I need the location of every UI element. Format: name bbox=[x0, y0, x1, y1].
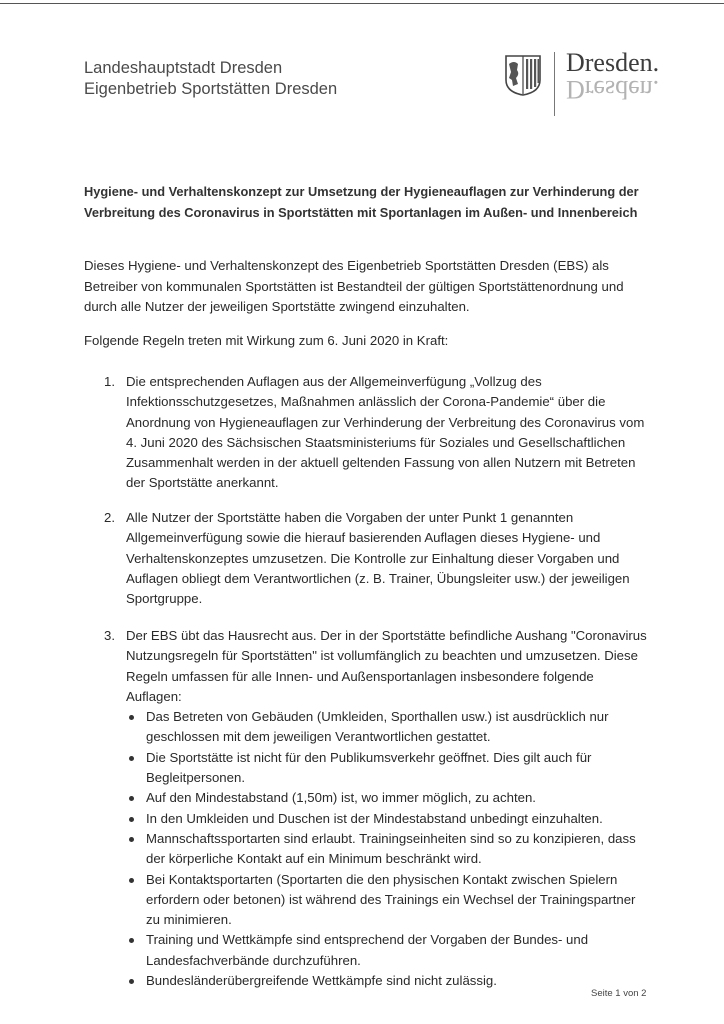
list-item bbox=[126, 748, 650, 789]
bullet-text: In den Umkleiden und Duschen ist der Mindestabstand unbedingt einzuhalten. bbox=[146, 810, 603, 826]
organization-header bbox=[84, 58, 337, 100]
list-item bbox=[126, 809, 650, 829]
intro-paragraph: Dieses Hygiene- und Verhaltenskonzept des Eigenbetrieb Sportstätten Dresden (EBS) als Betreiber von kommunalen Sportstätten ist Bestandteil der gültigen Sportstättenordnung und durch alle Nutzer der jeweiligen Sportstätte zwingend einzuhalten. bbox=[84, 258, 624, 314]
bullet-text: Bundesländerübergreifende Wettkämpfe sind nicht zulässig. bbox=[146, 973, 497, 989]
dresden-logo bbox=[500, 50, 668, 120]
bullet-text: Bei Kontaktsportarten (Sportarten die den physischen Kontakt zwischen Spielern erfordern oder betonen) ist während des Trainings ein Wechsel der Trainingspartner zu minimieren. bbox=[146, 871, 636, 928]
bullet-text: Mannschaftssportarten sind erlaubt. Trainingseinheiten sind so zu konzipieren, dass der körperliche Kontakt auf ein Minimum beschränkt wird. bbox=[146, 830, 636, 867]
list-item bbox=[126, 788, 650, 808]
list-item bbox=[126, 829, 650, 870]
org-name-city: Landeshauptstadt Dresden bbox=[84, 59, 283, 77]
effective-date-statement: Folgende Regeln treten mit Wirkung zum 6. Juni 2020 in Kraft: bbox=[84, 333, 449, 348]
bullet-icon bbox=[129, 837, 134, 842]
bullet-icon bbox=[129, 938, 134, 943]
list-item bbox=[126, 971, 650, 991]
bullet-icon bbox=[129, 878, 134, 883]
rule-number: 2. bbox=[104, 510, 115, 525]
rule-text: Der EBS übt das Hausrecht aus. Der in der Sportstätte befindliche Aushang "Coronavirus Nutzungsregeln für Sportstätten" ist vollumfänglich zu beachten und umzusetzen. Diese Regeln umfassen für alle Innen- und Außensportanlagen insbesondere folgende Auflagen: bbox=[126, 628, 647, 704]
rule-number: 1. bbox=[104, 374, 115, 389]
page-number: Seite 1 von 2 bbox=[591, 988, 647, 999]
bullet-icon bbox=[129, 817, 134, 822]
logo-divider bbox=[554, 52, 555, 116]
document-title: Hygiene- und Verhaltenskonzept zur Umsetzung der Hygieneauflagen zur Verhinderung der Verbreitung des Coronavirus in Sportstätten mit Sportanlagen im Außen- und Innenbereich bbox=[84, 184, 639, 220]
dresden-crest-icon bbox=[504, 54, 542, 96]
rule-text: Alle Nutzer der Sportstätte haben die Vorgaben der unter Punkt 1 genannten Allgemeinverfügung sowie die hierauf basierenden Auflagen dieses Hygiene- und Verhaltenskonzeptes umzusetzen. Die Kontrolle zur Einhaltung dieser Vorgaben und Auflagen obliegt dem Verantwortlichen (z. B. Trainer, Übungsleiter usw.) der jeweiligen Sportgruppe. bbox=[126, 510, 630, 607]
rule-bullet-list bbox=[126, 707, 650, 991]
rule-text: Die entsprechenden Auflagen aus der Allgemeinverfügung „Vollzug des Infektionsschutzgesetzes, Maßnahmen anlässlich der Corona-Pandemie“ über die Anordnung von Hygieneauflagen zur Verhinderung der Verbreitung des Coronavirus vom 4. Juni 2020 des Sächsischen Staatsministeriums für Soziales und Gesellschaftlichen Zusammenhalt werden in der aktuell geltenden Fassung von allen Nutzern mit Betreten der Sportstätte anerkannt. bbox=[126, 374, 645, 491]
bullet-icon bbox=[129, 796, 134, 801]
logo-wordmark: Dresden. bbox=[566, 48, 660, 77]
rule-content bbox=[126, 626, 650, 991]
list-item bbox=[126, 930, 650, 971]
bullet-icon bbox=[129, 756, 134, 761]
list-item bbox=[126, 870, 650, 931]
bullet-text: Training und Wettkämpfe sind entsprechend der Vorgaben der Bundes- und Landesfachverbände durchzuführen. bbox=[146, 932, 589, 968]
bullet-text: Das Betreten von Gebäuden (Umkleiden, Sporthallen usw.) ist ausdrücklich nur geschlossen mit dem jeweiligen Verantwortlichen gestattet. bbox=[146, 709, 609, 745]
bullet-text: Die Sportstätte ist nicht für den Publikumsverkehr geöffnet. Dies gilt auch für Begleitpersonen. bbox=[146, 749, 592, 786]
bullet-icon bbox=[129, 979, 134, 984]
list-item bbox=[126, 707, 650, 748]
top-rule bbox=[0, 3, 724, 4]
bullet-text: Auf den Mindestabstand (1,50m) ist, wo immer möglich, zu achten. bbox=[146, 790, 536, 806]
bullet-icon bbox=[129, 715, 134, 720]
rule-number: 3. bbox=[104, 628, 115, 643]
logo-wordmark-reflection: Dresden. bbox=[566, 75, 660, 104]
org-name-department: Eigenbetrieb Sportstätten Dresden bbox=[84, 80, 338, 98]
